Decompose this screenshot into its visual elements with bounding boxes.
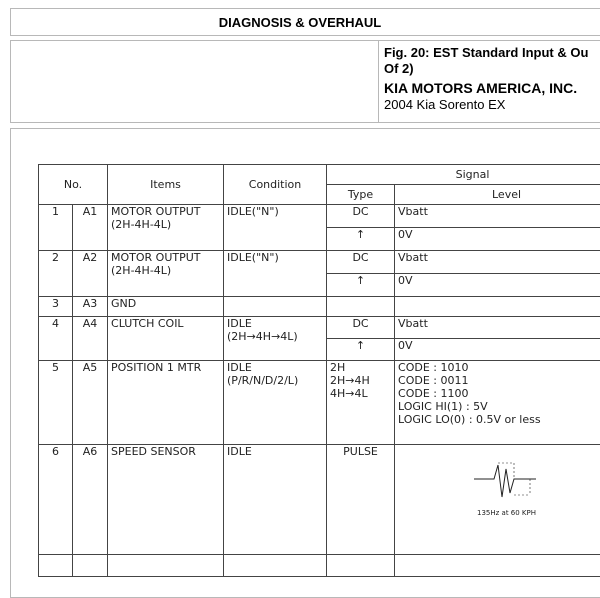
level-line: CODE : 1010: [398, 361, 600, 374]
row-pin: A5: [73, 361, 108, 445]
row-pin: A4: [73, 317, 108, 361]
type-line: 4H→4L: [330, 387, 391, 400]
row-pin: [73, 555, 108, 577]
level-line: CODE : 1100: [398, 387, 600, 400]
row-condition: IDLE (2H→4H→4L): [224, 317, 327, 361]
row-level: 0V: [395, 339, 600, 361]
col-header-items: Items: [108, 165, 224, 205]
row-item: GND: [108, 297, 224, 317]
row-level: [395, 297, 600, 317]
figure-title-continued: Of 2): [384, 61, 600, 77]
table-row: [39, 445, 600, 555]
row-pin: A1: [73, 205, 108, 251]
vehicle-name: 2004 Kia Sorento EX: [384, 97, 600, 113]
row-level: [395, 361, 600, 445]
col-header-no: No.: [39, 165, 108, 205]
signal-table-image: [38, 164, 600, 577]
row-item: POSITION 1 MTR: [108, 361, 224, 445]
figure-header-bar: [10, 40, 600, 123]
row-number: [39, 555, 73, 577]
row-level: [395, 445, 600, 555]
level-line: CODE : 0011: [398, 374, 600, 387]
table-header-row: [39, 165, 600, 185]
row-number: 6: [39, 445, 73, 555]
header-left-cell: [11, 41, 379, 122]
row-type: DC: [327, 205, 395, 228]
type-line: 2H: [330, 361, 391, 374]
row-level: Vbatt: [395, 251, 600, 274]
row-number: 4: [39, 317, 73, 361]
pulse-waveform-icon: [472, 455, 542, 505]
row-condition: [224, 555, 327, 577]
section-title: DIAGNOSIS & OVERHAUL: [11, 15, 589, 30]
row-type: [327, 361, 395, 445]
table-row: [39, 361, 600, 445]
section-header-bar: [10, 8, 600, 36]
row-type: ↑: [327, 228, 395, 251]
row-item: [108, 555, 224, 577]
table-row: [39, 555, 600, 577]
row-item: MOTOR OUTPUT (2H-4H-4L): [108, 251, 224, 297]
row-level: 0V: [395, 228, 600, 251]
row-type: [327, 297, 395, 317]
row-condition: IDLE("N"): [224, 205, 327, 251]
table-row: [39, 205, 600, 228]
col-header-level: Level: [395, 185, 600, 205]
row-condition: [224, 297, 327, 317]
col-header-type: Type: [327, 185, 395, 205]
row-item: CLUTCH COIL: [108, 317, 224, 361]
manufacturer-name: KIA MOTORS AMERICA, INC.: [384, 80, 600, 96]
figure-title: Fig. 20: EST Standard Input & Ou: [384, 45, 600, 61]
figure-info: [384, 45, 600, 113]
level-line: LOGIC LO(0) : 0.5V or less: [398, 413, 600, 426]
row-level: 0V: [395, 274, 600, 297]
row-pin: A3: [73, 297, 108, 317]
table-row: [39, 297, 600, 317]
row-condition: IDLE("N"): [224, 251, 327, 297]
table-row: [39, 251, 600, 274]
row-type: [327, 555, 395, 577]
waveform-caption: 135Hz at 60 KPH: [398, 507, 600, 520]
row-type: ↑: [327, 339, 395, 361]
row-type: PULSE: [327, 445, 395, 555]
row-item: MOTOR OUTPUT (2H-4H-4L): [108, 205, 224, 251]
row-level: Vbatt: [395, 317, 600, 339]
row-pin: A6: [73, 445, 108, 555]
signal-table: [38, 164, 600, 577]
col-header-signal: Signal: [327, 165, 600, 185]
row-number: 1: [39, 205, 73, 251]
row-number: 3: [39, 297, 73, 317]
level-line: LOGIC HI(1) : 5V: [398, 400, 600, 413]
row-level: Vbatt: [395, 205, 600, 228]
row-type: ↑: [327, 274, 395, 297]
table-row: [39, 317, 600, 339]
row-condition: IDLE (P/R/N/D/2/L): [224, 361, 327, 445]
row-number: 2: [39, 251, 73, 297]
type-line: 2H→4H: [330, 374, 391, 387]
row-condition: IDLE: [224, 445, 327, 555]
row-number: 5: [39, 361, 73, 445]
row-pin: A2: [73, 251, 108, 297]
row-type: DC: [327, 317, 395, 339]
row-type: DC: [327, 251, 395, 274]
row-level: [395, 555, 600, 577]
row-item: SPEED SENSOR: [108, 445, 224, 555]
col-header-condition: Condition: [224, 165, 327, 205]
